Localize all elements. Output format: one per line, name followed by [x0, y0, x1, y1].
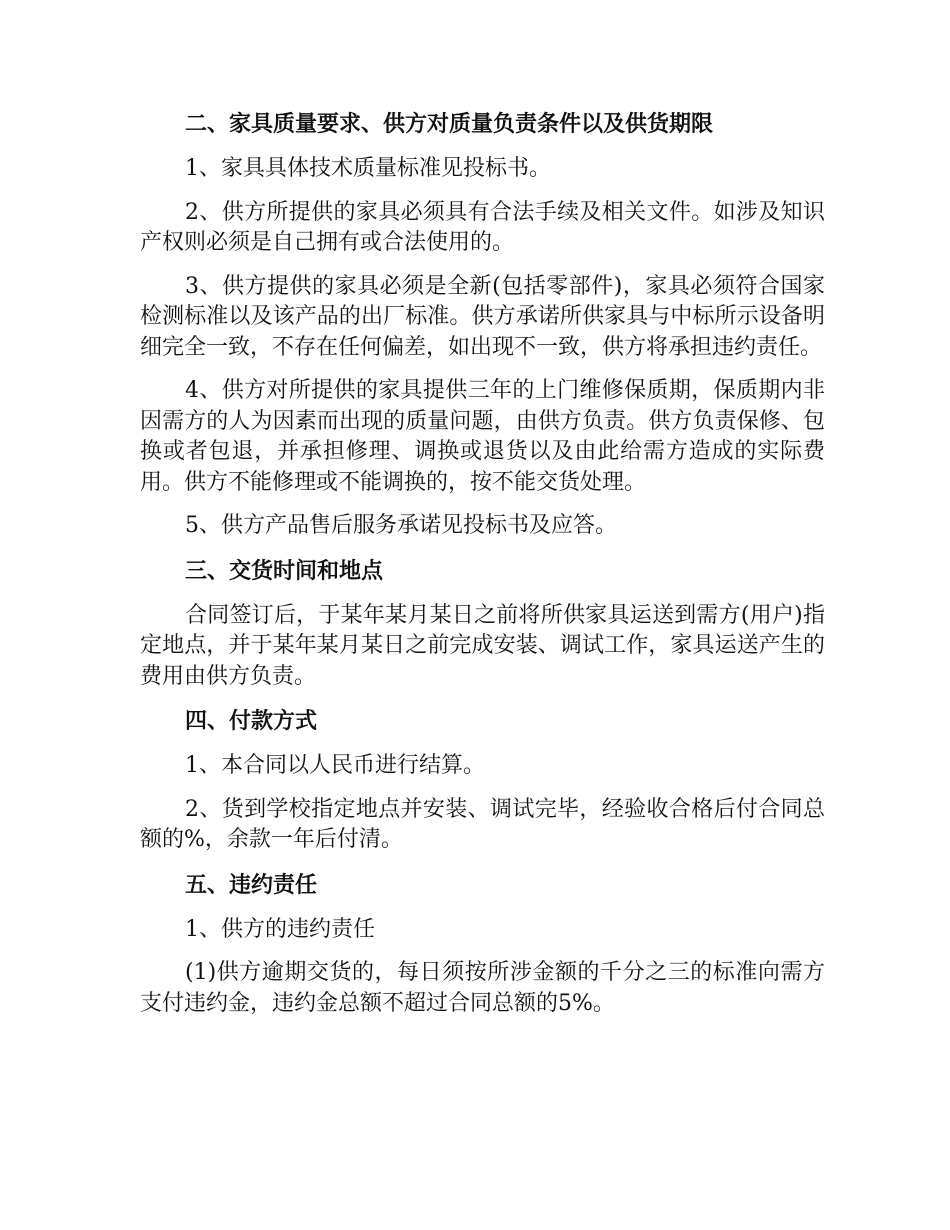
section-liability [140, 869, 825, 1020]
section-delivery [140, 555, 825, 693]
section-quality [140, 108, 825, 542]
paragraph: 2、货到学校指定地点并安装、调试完毕，经验收合格后付合同总额的%，余款一年后付清。 [140, 796, 825, 852]
paragraph: 3、供方提供的家具必须是全新(包括零部件)，家具必须符合国家检测标准以及该产品的出厂标准。供方承诺所供家具与中标所示设备明细完全一致，不存在任何偏差，如出现不一致，供方将承担违约责任。 [140, 273, 825, 360]
document-body [140, 108, 825, 1032]
paragraph: 4、供方对所提供的家具提供三年的上门维修保质期，保质期内非因需方的人为因素而出现的质量问题，由供方负责。供方负责保修、包换或者包退，并承担修理、调换或退货以及由此给需方造成的实际费用。供方不能修理或不能调换的，按不能交货处理。 [140, 378, 825, 495]
paragraph: 1、家具具体技术质量标准见投标书。 [185, 156, 551, 181]
section-payment [140, 705, 825, 856]
paragraph: 合同签订后，于某年某月某日之前将所供家具运送到需方(用户)指定地点，并于某年某月某日之前完成安装、调试工作，家具运送产生的费用由供方负责。 [140, 602, 825, 689]
section-heading: 二、家具质量要求、供方对质量负责条件以及供货期限 [185, 112, 714, 137]
paragraph: 5、供方产品售后服务承诺见投标书及应答。 [185, 513, 617, 538]
paragraph: (1)供方逾期交货的，每日须按所涉金额的千分之三的标准向需方支付违约金，违约金总额不超过合同总额的5%。 [140, 960, 825, 1016]
paragraph: 1、本合同以人民币进行结算。 [185, 753, 485, 778]
section-heading: 五、违约责任 [185, 872, 318, 898]
paragraph: 1、供方的违约责任 [185, 916, 375, 942]
section-heading: 三、交货时间和地点 [185, 558, 384, 584]
paragraph: 2、供方所提供的家具必须具有合法手续及相关文件。如涉及知识产权则必须是自己拥有或合法使用的。 [140, 199, 825, 255]
section-heading: 四、付款方式 [185, 709, 318, 734]
